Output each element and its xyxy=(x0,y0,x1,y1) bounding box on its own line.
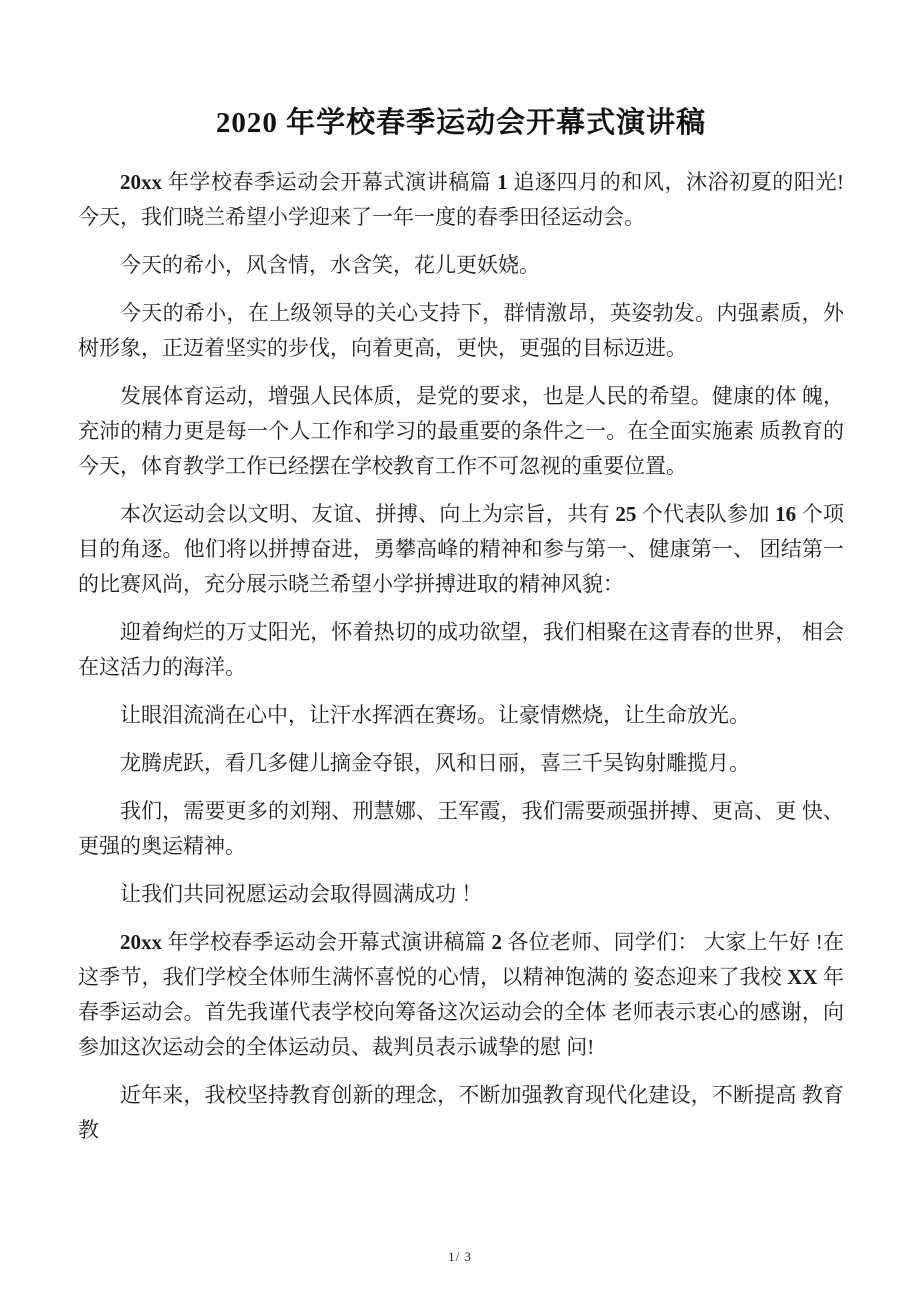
paragraph-7 xyxy=(78,698,844,733)
text-run: 个项目的角逐。他们将以拼搏奋进，勇攀高峰的精神和参与第一、健康第一、 团结第一的比赛风尚，充分展示晓兰希望小学拼搏进取的精神风貌： xyxy=(78,502,845,596)
text-run: 20xx xyxy=(120,170,162,194)
text-run: 16 xyxy=(775,502,797,526)
text-run: 25 xyxy=(615,502,637,526)
paragraph-6 xyxy=(78,615,844,685)
text-run: 迎着绚烂的万丈阳光，怀着热切的成功欲望，我们相聚在这青春的世界， 相会在这活力的海洋。 xyxy=(78,620,844,679)
text-run: 年学校春季运动会开幕式演讲稿篇 xyxy=(162,930,492,954)
paragraph-1 xyxy=(78,165,844,235)
text-run: 2 xyxy=(491,930,503,954)
paragraph-5 xyxy=(78,497,844,602)
text-run: 1 xyxy=(497,170,508,194)
text-run: 近年来，我校坚持教育创新的理念，不断加强教育现代化建设，不断提高 教育教 xyxy=(78,1083,844,1142)
paragraph-9 xyxy=(78,794,844,864)
text-run: 20xx xyxy=(120,930,162,954)
text-run: XX xyxy=(787,965,818,989)
page-number-footer: 1/ 3 xyxy=(448,1249,472,1264)
text-run: 个代表队参加 xyxy=(636,502,776,526)
text-run: 今天的希小，在上级领导的关心支持下，群情激昂，英姿勃发。内强素质，外树形象，正迈着坚实的步伐，向着更高，更快，更强的目标迈进。 xyxy=(78,301,844,360)
paragraph-8 xyxy=(78,746,844,781)
paragraph-2 xyxy=(78,248,844,283)
text-run: 让眼泪流淌在心中，让汗水挥洒在赛场。让豪情燃烧，让生命放光。 xyxy=(120,703,750,727)
text-run: 让我们共同祝愿运动会取得圆满成功 ！ xyxy=(120,882,483,906)
paragraph-3 xyxy=(78,296,844,366)
paragraph-4 xyxy=(78,379,844,484)
text-run: 追逐四月的和风，沐浴初夏的阳光!今天，我们晓兰希望小学迎来了一年一度的春季田径运动会。 xyxy=(78,170,845,229)
paragraph-10 xyxy=(78,877,844,912)
document-title: 2020 年学校春季运动会开幕式演讲稿 xyxy=(215,107,707,139)
paragraph-11 xyxy=(78,925,844,1065)
text-run: 年春季运动会。首先我谨代表学校向筹备这次运动会的全体 老师表示衷心的感谢，向参加这次运动会的全体运动员、裁判员表示诚挚的慰 问! xyxy=(78,965,845,1059)
text-run: 我们，需要更多的刘翔、刑慧娜、王军霞，我们需要顽强拼搏、更高、更 快、更强的奥运精神。 xyxy=(78,799,844,858)
text-run: 今天的希小，风含情，水含笑，花儿更妖娆。 xyxy=(120,253,540,277)
text-run: 龙腾虎跃，看几多健儿摘金夺银，风和日丽，喜三千吴钩射雕揽月。 xyxy=(120,751,750,775)
text-run: 发展体育运动，增强人民体质，是党的要求，也是人民的希望。健康的体 魄，充沛的精力更是每一个人工作和学习的最重要的条件之一。在全面实施素 质教育的今天，体育教学工作已经摆在学校教育工作不可忽视的重要位置。 xyxy=(78,384,844,478)
text-run: 本次运动会以文明、友谊、拼搏、向上为宗旨，共有 xyxy=(120,502,616,526)
text-run: 年学校春季运动会开幕式演讲稿篇 xyxy=(162,170,498,194)
text-run: 各位老师、同学们： 大家上午好 !在这季节，我们学校全体师生满怀喜悦的心情，以精神饱满的 姿态迎来了我校 xyxy=(78,930,845,989)
paragraph-12 xyxy=(78,1078,844,1148)
